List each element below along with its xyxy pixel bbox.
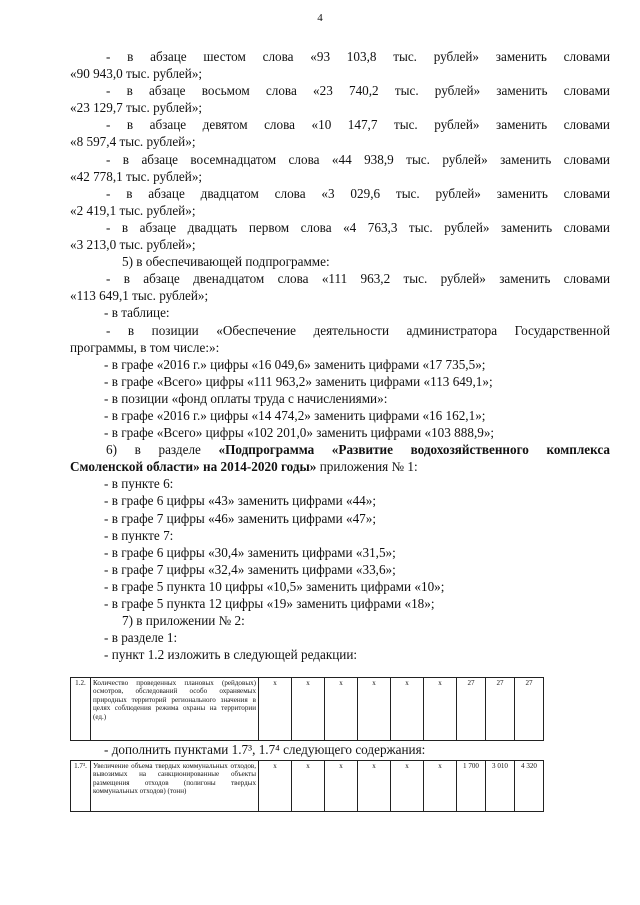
table-cell: x — [358, 761, 391, 812]
table-cell: x — [424, 761, 457, 812]
table-cell-value: 27 — [486, 678, 515, 741]
text-line: 7) в приложении № 2: — [122, 613, 245, 629]
table-cell-value: 4 320 — [515, 761, 544, 812]
text-line: - в пункте 6: — [104, 476, 174, 492]
table-cell: x — [391, 761, 424, 812]
text-line: - в абзаце двадцать первом слова «4 763,3 тыс. рублей» заменить словами — [106, 219, 610, 235]
indicator-table-1-2 — [70, 677, 544, 741]
table-cell-description: Увеличение объема твердых коммунальных отходов, вывозимых на санкционированные объекты размещения отходов (полигоны твердых коммунальных отходов) (тонн) — [91, 761, 259, 812]
table-row — [71, 678, 544, 741]
text-line: «3 213,0 тыс. рублей»; — [70, 237, 196, 253]
page-number: 4 — [317, 12, 323, 24]
table-cell: x — [358, 678, 391, 741]
text-line: - в графе 6 цифры «30,4» заменить цифрами «31,5»; — [104, 544, 396, 560]
text-line: - в таблице: — [104, 305, 170, 321]
document-body — [70, 48, 610, 663]
text-line: - пункт 1.2 изложить в следующей редакции: — [104, 647, 358, 663]
text-line: программы, в том числе:»: — [70, 339, 220, 355]
text-line: - в графе «Всего» цифры «111 963,2» заменить цифрами «113 649,1»; — [104, 373, 493, 389]
text-line: - в абзаце двадцатом слова «3 029,6 тыс. рублей» заменить словами — [106, 185, 610, 201]
table-cell: x — [325, 678, 358, 741]
text-line: - в графе 5 пункта 12 цифры «19» заменить цифрами «18»; — [104, 596, 435, 611]
text-line: «42 778,1 тыс. рублей»; — [70, 168, 203, 184]
table-cell: x — [391, 678, 424, 741]
table-cell: x — [292, 761, 325, 812]
text-line: - в графе 7 цифры «32,4» заменить цифрами «33,6»; — [104, 561, 396, 577]
table-cell-value: 27 — [515, 678, 544, 741]
text-line: - в позиции «Обеспечение деятельности администратора Государственной — [106, 322, 610, 338]
table-cell: x — [325, 761, 358, 812]
section-title: Смоленской области» на 2014-2020 годы» — [70, 459, 317, 475]
text-line: - в графе «2016 г.» цифры «16 049,6» заменить цифрами «17 735,5»; — [104, 356, 486, 372]
table-cell-value: 3 010 — [486, 761, 515, 812]
section-title: «Подпрограмма «Развитие водохозяйственного комплекса — [218, 442, 610, 458]
text-line: 5) в обеспечивающей подпрограмме: — [122, 254, 330, 270]
text-line: «113 649,1 тыс. рублей»; — [70, 288, 209, 304]
text-line: «2 419,1 тыс. рублей»; — [70, 202, 196, 218]
text-line: - в графе 5 пункта 10 цифры «10,5» заменить цифрами «10»; — [104, 578, 445, 594]
text-run: приложения № 1: — [316, 459, 418, 475]
table-cell-value: 27 — [457, 678, 486, 741]
text-line: - в графе «Всего» цифры «102 201,0» заменить цифрами «103 888,9»; — [104, 425, 495, 441]
table-cell: x — [292, 678, 325, 741]
table-cell-number: 1.2. — [71, 678, 91, 741]
text-line: «23 129,7 тыс. рублей»; — [70, 100, 203, 116]
text-line: - в графе 6 цифры «43» заменить цифрами «44»; — [104, 493, 377, 509]
text-line: - в разделе 1: — [104, 630, 178, 646]
text-line — [70, 441, 610, 458]
text-line: - в позиции «фонд оплаты труда с начислениями»: — [104, 390, 388, 406]
table-row — [71, 761, 544, 812]
text-line: - в графе «2016 г.» цифры «14 474,2» заменить цифрами «16 162,1»; — [104, 407, 486, 423]
text-line: - в абзаце девятом слова «10 147,7 тыс. рублей» заменить словами — [106, 117, 610, 133]
table-cell: x — [424, 678, 457, 741]
text-line: - дополнить пунктами 1.7³, 1.7⁴ следующего содержания: — [104, 742, 426, 757]
text-line — [70, 458, 610, 475]
text-line: «8 597,4 тыс. рублей»; — [70, 134, 196, 150]
text-line: - в абзаце восьмом слова «23 740,2 тыс. рублей» заменить словами — [106, 83, 610, 99]
table-cell: x — [259, 678, 292, 741]
indicator-table-1-7-3 — [70, 760, 544, 812]
text-line: - в абзаце восемнадцатом слова «44 938,9 тыс. рублей» заменить словами — [106, 151, 610, 167]
table-cell-number: 1.7³. — [71, 761, 91, 812]
table-cell: x — [259, 761, 292, 812]
text-line: - в абзаце шестом слова «93 103,8 тыс. рублей» заменить словами — [106, 49, 610, 64]
table-cell-value: 1 700 — [457, 761, 486, 812]
text-line: - в графе 7 цифры «46» заменить цифрами «47»; — [104, 510, 377, 526]
text-run: 6) в разделе — [106, 442, 219, 458]
text-line: - в абзаце двенадцатом слова «111 963,2 тыс. рублей» заменить словами — [106, 271, 610, 287]
table-cell-description: Количество проведенных плановых (рейдовых) осмотров, обследований особо охраняемых природных территорий регионального значения в целях соблюдения режима охраны на территории (ед.) — [91, 678, 259, 741]
text-line: «90 943,0 тыс. рублей»; — [70, 66, 203, 82]
text-line: - в пункте 7: — [104, 527, 174, 543]
